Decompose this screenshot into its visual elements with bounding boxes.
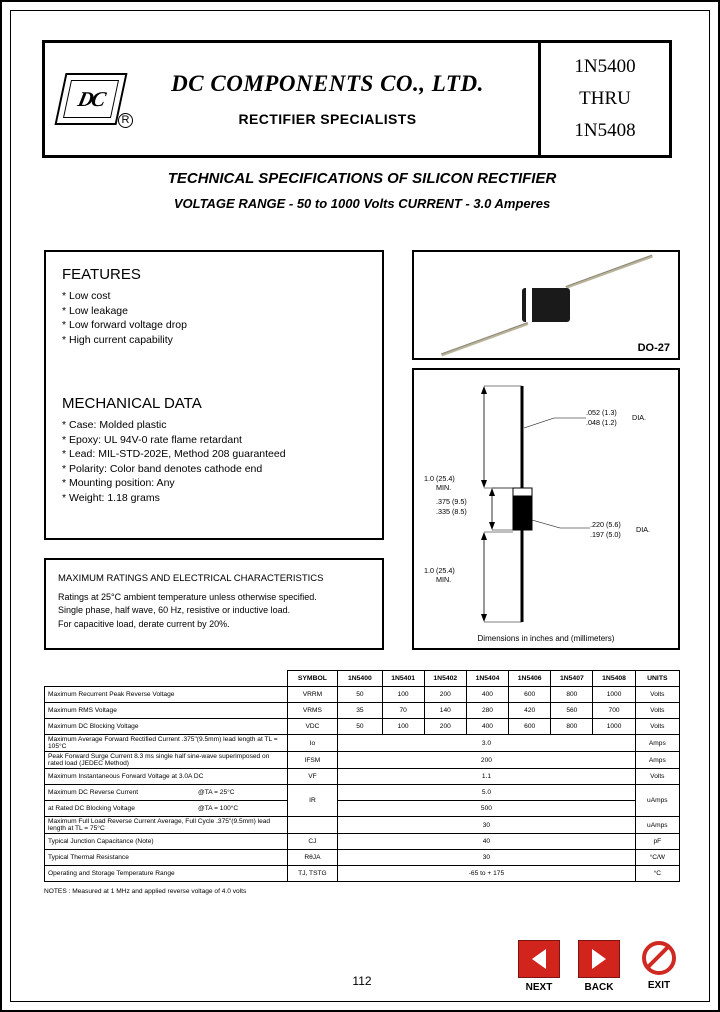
row-units: Volts — [635, 769, 679, 785]
row-units: uAmps — [635, 817, 679, 834]
row-value-span: 5.0 — [338, 785, 635, 801]
dim-body-diameter-label: DIA. — [636, 525, 650, 534]
company-logo — [45, 73, 137, 125]
row-value: 1000 — [593, 687, 635, 703]
row-units: °C — [635, 866, 679, 882]
diode-lead-left — [441, 322, 528, 356]
dim-body-diameter-max: .220 (5.6) — [590, 520, 621, 529]
ratings-note-line: Ratings at 25°C ambient temperature unless otherwise specified. — [58, 591, 317, 602]
col-1n5404: 1N5404 — [466, 671, 508, 687]
col-1n5408: 1N5408 — [593, 671, 635, 687]
row-condition: @TA = 100°C — [198, 805, 239, 812]
row-value: 100 — [382, 719, 424, 735]
ratings-note-line: Single phase, half wave, 60 Hz, resistive or inductive load. — [58, 605, 291, 615]
row-desc: Maximum DC Blocking Voltage — [45, 719, 288, 735]
row-value: 280 — [466, 703, 508, 719]
document-header — [42, 40, 672, 158]
col-1n5400: 1N5400 — [338, 671, 382, 687]
no-entry-icon[interactable] — [639, 940, 679, 976]
table-row — [45, 817, 680, 834]
features-list — [62, 289, 366, 347]
row-value-span: 3.0 — [338, 735, 635, 752]
dimension-units-note: Dimensions in inches and (millimeters) — [477, 634, 615, 643]
row-symbol: VRRM — [287, 687, 338, 703]
row-value: 100 — [382, 687, 424, 703]
package-photo-box — [412, 250, 680, 360]
row-value: 35 — [338, 703, 382, 719]
ratings-note-title: MAXIMUM RATINGS AND ELECTRICAL CHARACTERISTICS — [58, 573, 324, 584]
col-1n5406: 1N5406 — [509, 671, 551, 687]
nav-exit[interactable] — [636, 940, 682, 993]
row-value-span: 30 — [338, 817, 635, 834]
table-row — [45, 801, 680, 817]
row-desc — [45, 801, 288, 817]
row-symbol: VF — [287, 769, 338, 785]
part-number-to: 1N5408 — [574, 120, 636, 141]
col-1n5407: 1N5407 — [551, 671, 593, 687]
col-symbol: SYMBOL — [287, 671, 338, 687]
row-value: 420 — [509, 703, 551, 719]
row-desc: Maximum Full Load Reverse Current Average, Full Cycle .375"(9.5mm) lead length at TL = 75°C — [45, 817, 288, 834]
row-desc: Typical Junction Capacitance (Note) — [45, 834, 288, 850]
features-mechanical-box — [44, 250, 384, 540]
triangle-right-icon[interactable] — [578, 940, 620, 978]
dim-body-length-max: .375 (9.5) — [436, 497, 467, 506]
row-symbol: IR — [287, 785, 338, 817]
specifications-table — [44, 670, 680, 882]
row-value: 50 — [338, 687, 382, 703]
list-item: * Low leakage — [62, 304, 128, 317]
table-row — [45, 850, 680, 866]
list-item: * Lead: MIL-STD-202E, Method 208 guaranteed — [62, 448, 286, 460]
row-value: 70 — [382, 703, 424, 719]
table-row — [45, 703, 680, 719]
list-item: * Low cost — [62, 290, 111, 302]
company-name: DC COMPONENTS CO., LTD. — [171, 71, 484, 96]
dim-body-length-min: .335 (8.5) — [436, 507, 467, 516]
row-desc: Peak Forward Surge Current 8.3 ms single half sine-wave superimposed on rated load (JEDEC Method) — [45, 752, 288, 769]
row-value-span: 1.1 — [338, 769, 635, 785]
row-symbol: TJ, TSTG — [287, 866, 338, 882]
row-desc: Maximum Average Forward Rectified Current .375"(9.5mm) lead length at TL = 105°C — [45, 735, 288, 752]
mechanical-list — [62, 418, 366, 505]
table-row — [45, 834, 680, 850]
nav-back-label: BACK — [584, 982, 614, 993]
dimension-drawing-box — [412, 368, 680, 650]
row-symbol: RθJA — [287, 850, 338, 866]
logo-initials: DC — [63, 80, 119, 118]
list-item: * Epoxy: UL 94V-0 rate flame retardant — [62, 433, 242, 446]
row-value: 200 — [424, 687, 466, 703]
ratings-note-line: For capacitive load, derate current by 20%. — [58, 618, 230, 629]
row-symbol: VDC — [287, 719, 338, 735]
part-number-from: 1N5400 — [574, 56, 636, 77]
dim-lead-diameter-min: .048 (1.2) — [586, 418, 617, 427]
spec-subtitle: VOLTAGE RANGE - 50 to 1000 Volts CURRENT - 3.0 Amperes — [173, 196, 551, 211]
registered-trademark-icon: R — [118, 113, 133, 128]
package-label: DO-27 — [637, 342, 670, 354]
row-symbol — [287, 817, 338, 834]
row-value: 140 — [424, 703, 466, 719]
dim-lead-diameter-label: DIA. — [632, 413, 646, 422]
list-item: * Weight: 1.18 grams — [62, 491, 160, 504]
header-company-section — [45, 43, 541, 155]
row-value: 800 — [551, 719, 593, 735]
row-units: uAmps — [635, 785, 679, 817]
navigation-bar — [516, 940, 682, 993]
row-value: 400 — [466, 687, 508, 703]
nav-next-label: NEXT — [525, 982, 553, 993]
col-1n5401: 1N5401 — [382, 671, 424, 687]
row-units: Volts — [635, 687, 679, 703]
dim-lead-length-top: 1.0 (25.4) — [424, 474, 455, 483]
list-item: * Mounting position: Any — [62, 477, 175, 489]
part-number-thru: THRU — [579, 88, 631, 109]
triangle-left-icon[interactable] — [518, 940, 560, 978]
row-symbol: CJ — [287, 834, 338, 850]
features-heading: FEATURES — [62, 266, 141, 283]
table-header-row — [45, 671, 680, 687]
row-value: 200 — [424, 719, 466, 735]
row-value: 600 — [509, 719, 551, 735]
row-desc-text: Maximum DC Reverse Current — [48, 789, 139, 796]
row-value-span: -65 to + 175 — [338, 866, 635, 882]
list-item: * Case: Molded plastic — [62, 419, 167, 431]
row-value-span: 200 — [338, 752, 635, 769]
list-item: * Low forward voltage drop — [62, 319, 187, 331]
row-value: 800 — [551, 687, 593, 703]
mechanical-heading: MECHANICAL DATA — [62, 395, 202, 412]
nav-exit-label: EXIT — [647, 980, 671, 991]
company-text-block — [137, 71, 538, 127]
row-units: Volts — [635, 719, 679, 735]
row-value: 600 — [509, 687, 551, 703]
part-number-block — [541, 43, 669, 155]
row-desc: Maximum Instantaneous Forward Voltage at 3.0A DC — [45, 769, 288, 785]
dim-lead-length-bottom: 1.0 (25.4) — [424, 566, 455, 575]
row-desc: Maximum RMS Voltage — [45, 703, 288, 719]
row-units: Amps — [635, 735, 679, 752]
row-value-span: 500 — [338, 801, 635, 817]
table-row — [45, 735, 680, 752]
row-units: °C/W — [635, 850, 679, 866]
maximum-ratings-note-box — [44, 558, 384, 650]
row-desc: Maximum Recurrent Peak Reverse Voltage — [45, 687, 288, 703]
company-subtitle: RECTIFIER SPECIALISTS — [238, 111, 417, 127]
row-condition: @TA = 25°C — [198, 789, 235, 796]
col-1n5402: 1N5402 — [424, 671, 466, 687]
row-symbol: IFSM — [287, 752, 338, 769]
row-value: 50 — [338, 719, 382, 735]
row-units: Volts — [635, 703, 679, 719]
page-number: 112 — [352, 974, 372, 988]
spec-title: TECHNICAL SPECIFICATIONS OF SILICON RECTIFIER — [167, 170, 557, 187]
list-item: * High current capability — [62, 333, 173, 346]
table-row — [45, 719, 680, 735]
diode-lead-right — [565, 255, 652, 289]
list-item: * Polarity: Color band denotes cathode end — [62, 462, 263, 475]
row-symbol: Io — [287, 735, 338, 752]
table-row — [45, 752, 680, 769]
row-desc: Typical Thermal Resistance — [45, 850, 288, 866]
dim-lead-length-top-min: MIN. — [436, 483, 452, 492]
nav-next[interactable] — [516, 940, 562, 993]
row-desc: Operating and Storage Temperature Range — [45, 866, 288, 882]
row-desc — [45, 785, 288, 801]
dim-lead-length-bottom-min: MIN. — [436, 575, 452, 584]
logo-diamond-shape — [54, 73, 127, 125]
row-value: 400 — [466, 719, 508, 735]
row-value-span: 30 — [338, 850, 635, 866]
table-row — [45, 866, 680, 882]
table-row — [45, 769, 680, 785]
row-value-span: 40 — [338, 834, 635, 850]
table-row — [45, 687, 680, 703]
table-footnote: NOTES : Measured at 1 MHz and applied reverse voltage of 4.0 volts — [44, 888, 247, 895]
nav-back[interactable] — [576, 940, 622, 993]
row-units: pF — [635, 834, 679, 850]
row-desc-text: at Rated DC Blocking Voltage — [48, 805, 135, 812]
diode-cathode-band — [526, 288, 532, 322]
row-units: Amps — [635, 752, 679, 769]
col-units: UNITS — [635, 671, 679, 687]
dim-lead-diameter-max: .052 (1.3) — [586, 408, 617, 417]
row-value: 1000 — [593, 719, 635, 735]
row-symbol: VRMS — [287, 703, 338, 719]
dim-body-diameter-min: .197 (5.0) — [590, 530, 621, 539]
row-value: 700 — [593, 703, 635, 719]
table-row — [45, 785, 680, 801]
row-value: 560 — [551, 703, 593, 719]
